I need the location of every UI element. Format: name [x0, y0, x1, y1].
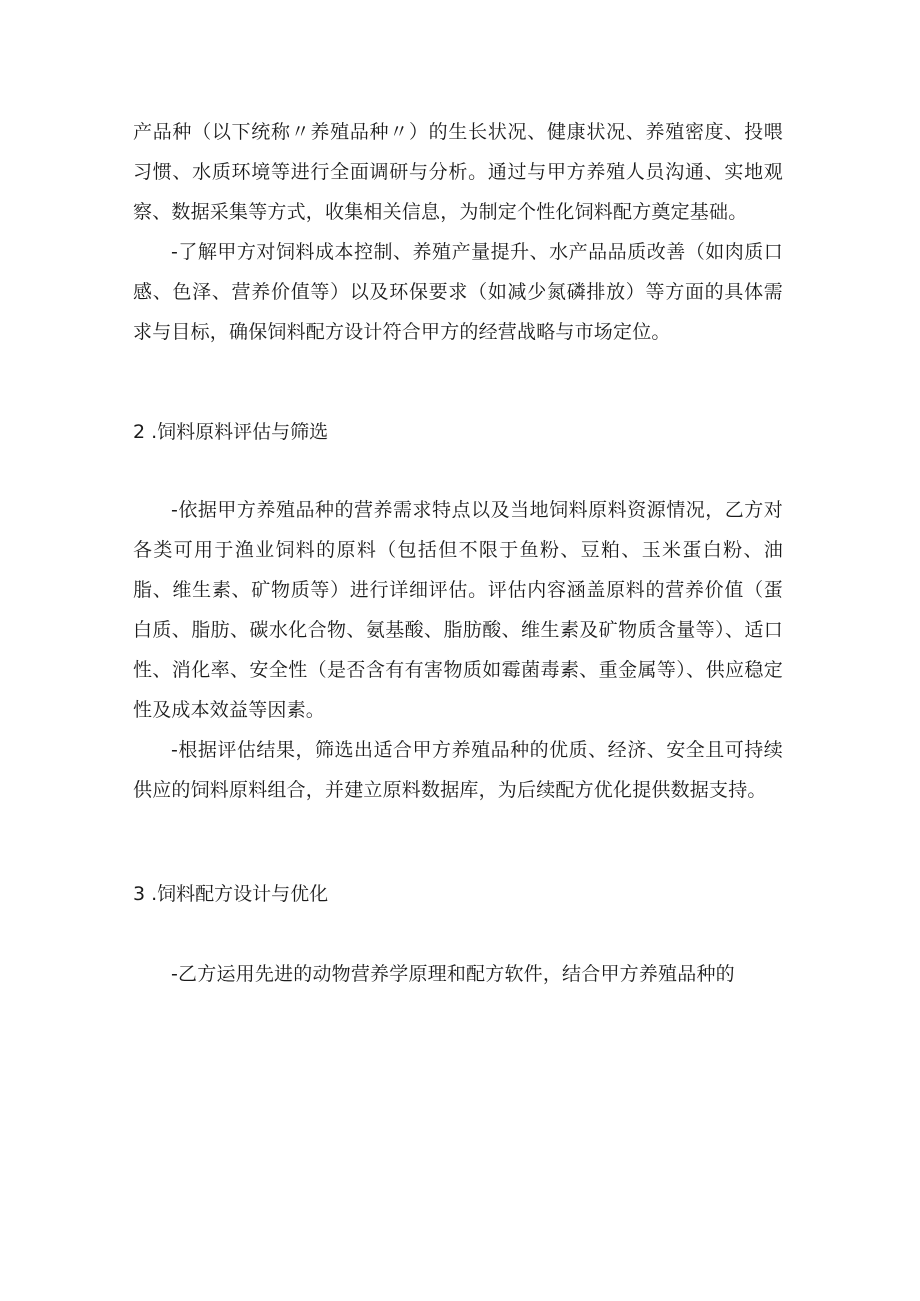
section-3-heading: 3 .饲料配方设计与优化: [133, 883, 329, 905]
section-2-paragraph-1: -依据甲方养殖品种的营养需求特点以及当地饲料原料资源情况，乙方对各类可用于渔业饲料的原料（包括但不限于鱼粉、豆粕、玉米蛋白粉、油脂、维生素、矿物质等）进行详细评估。评估内容涵盖原料的营养价值（蛋白质、脂肪、碳水化合物、氨基酸、脂肪酸、维生素及矿物质含量等）、适口性、消化率、安全性（是否含有有害物质如霉菌毒素、重金属等）、供应稳定性及成本效益等因素。: [133, 499, 783, 721]
document-page: [133, 112, 783, 994]
section-2-heading: 2 .饲料原料评估与筛选: [133, 421, 329, 443]
intro-demand-paragraph: -了解甲方对饲料成本控制、养殖产量提升、水产品品质改善（如肉质口感、色泽、营养价值等）以及环保要求（如减少氮磷排放）等方面的具体需求与目标，确保饲料配方设计符合甲方的经营战略与市场定位。: [133, 241, 783, 343]
section-3-paragraph-1: -乙方运用先进的动物营养学原理和配方软件，结合甲方养殖品种的: [171, 963, 735, 985]
intro-continuation-paragraph: 产品种（以下统称〃养殖品种〃）的生长状况、健康状况、养殖密度、投喂习惯、水质环境等进行全面调研与分析。通过与甲方养殖人员沟通、实地观察、数据采集等方式，收集相关信息，为制定个性化饲料配方奠定基础。: [133, 121, 783, 223]
section-2-paragraph-2: -根据评估结果，筛选出适合甲方养殖品种的优质、经济、安全且可持续供应的饲料原料组合，并建立原料数据库，为后续配方优化提供数据支持。: [133, 739, 783, 801]
